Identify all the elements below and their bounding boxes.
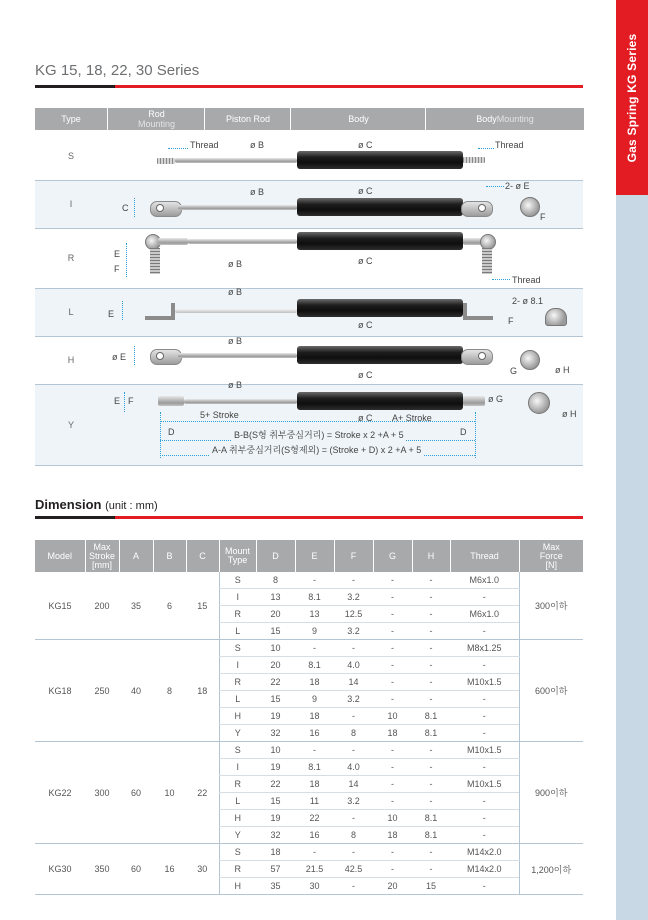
row-divider [35,228,583,229]
cell-thread: M10x1.5 [450,776,519,793]
cell-type: I [219,589,256,606]
cell-f: 4.0 [334,759,373,776]
cell-type: S [219,572,256,589]
cell-thread: M14x2.0 [450,844,519,861]
col-g: G [373,540,412,572]
col-h: H [412,540,450,572]
cell-g: - [373,776,412,793]
cell-g: - [373,844,412,861]
l-e-label: E [108,309,115,319]
i-eye-detail [520,197,540,217]
l-f-label: F [508,316,514,326]
cell-h: 8.1 [412,810,450,827]
cell-c: 30 [186,844,219,895]
cell-e: 13 [295,606,334,623]
cell-g: - [373,589,412,606]
col-f: F [334,540,373,572]
i-2-phi-e-label: 2- ø E [505,181,530,191]
cell-e: 8.1 [295,589,334,606]
cell-d: 22 [256,776,295,793]
y-piston-rod [184,399,297,404]
i-rod-eye-hole [156,204,164,212]
cell-thread: - [450,708,519,725]
cell-thread: - [450,725,519,742]
y-f-label: F [128,396,134,406]
cell-h: - [412,793,450,810]
r-f-label: F [114,264,120,274]
cell-thread: - [450,878,519,895]
l-bracket-detail [545,308,567,326]
y-d-label-right: D [460,427,467,437]
dimension-rule [35,516,115,519]
l-phi-b-label: ø B [228,287,243,297]
h-body [297,346,463,364]
cell-e: 18 [295,708,334,725]
cell-h: 8.1 [412,708,450,725]
cell-c: 18 [186,640,219,742]
dimension-title-text: Dimension [35,497,102,512]
body-header: Body [290,108,426,130]
cell-g: - [373,623,412,640]
h-rod-eye [150,349,182,365]
y-d-label-left: D [168,427,175,437]
cell-type: H [219,708,256,725]
title-rule [35,85,115,88]
y-aa-formula: A-A 취부중심거리(S형제외) = (Stroke + D) x 2 +A + 5 [212,445,422,455]
dimension-unit: (unit : mm) [105,500,158,512]
cell-d: 20 [256,606,295,623]
cell-h: 8.1 [412,725,450,742]
cell-d: 19 [256,759,295,776]
rod-mounting-header-line2: Mounting [137,119,176,129]
r-rod-socket [158,238,188,245]
h-e-dim [134,346,136,365]
i-body [297,198,463,216]
cell-type: R [219,674,256,691]
type-label-h: H [67,355,75,365]
cell-max-stroke: 200 [85,572,119,640]
row-divider [35,180,583,181]
row-divider [35,384,583,385]
type-header: Type [35,108,107,130]
cell-h: - [412,776,450,793]
cell-f: 8 [334,725,373,742]
cell-f: - [334,810,373,827]
r-phi-c-label: ø C [358,256,373,266]
cell-h: - [412,623,450,640]
table-row [35,742,583,759]
y-body [297,392,463,410]
cell-g: 18 [373,827,412,844]
r-rod-stud [150,248,160,274]
y-stroke-left-dim [160,421,298,423]
col-c: C [186,540,219,572]
cell-f: 12.5 [334,606,373,623]
i-c-label: C [122,203,129,213]
table-row [35,844,583,861]
cell-max-force: 300이하 [519,572,583,640]
i-rod-eye [150,201,182,217]
dimension-title [35,497,158,512]
cell-e: 8.1 [295,657,334,674]
cell-type: L [219,793,256,810]
cell-g: 20 [373,878,412,895]
cell-f: 3.2 [334,589,373,606]
cell-type: L [219,691,256,708]
l-2-phi-81-label: 2- ø 8.1 [512,296,544,306]
cell-h: - [412,861,450,878]
cell-e: 30 [295,878,334,895]
cell-f: - [334,640,373,657]
y-stroke-right-label: A+ Stroke [392,413,432,423]
cell-f: 8 [334,827,373,844]
i-c-dim [134,198,136,217]
row-divider [35,288,583,289]
col-max-stroke-l3: [mm] [92,559,112,570]
cell-h: - [412,657,450,674]
cell-f: - [334,742,373,759]
h-body-eye-hole [478,352,486,360]
h-piston-rod [178,353,297,358]
s-body [297,151,463,169]
r-ef-dim [126,243,128,277]
y-right-ext [475,412,477,458]
cell-thread: - [450,657,519,674]
dimension-header-row [35,540,583,572]
cell-h: - [412,640,450,657]
cell-type: R [219,606,256,623]
col-mount-type-l2: Type [227,555,248,565]
s-rod-thread [157,158,175,164]
cell-max-force: 900이하 [519,742,583,844]
cell-d: 32 [256,827,295,844]
cell-d: 32 [256,725,295,742]
cell-d: 10 [256,640,295,657]
l-body [297,299,463,317]
cell-e: 22 [295,810,334,827]
i-phi-b-label: ø B [250,187,265,197]
cell-e: - [295,572,334,589]
cell-max-force: 600이하 [519,640,583,742]
y-stroke-right-dim [298,421,475,423]
cell-thread: - [450,623,519,640]
y-phi-h-label: ø H [562,409,577,419]
cell-b: 8 [153,640,186,742]
r-phi-b-label: ø B [228,259,243,269]
cell-model: KG22 [35,742,85,844]
cell-thread: M10x1.5 [450,674,519,691]
cell-h: - [412,759,450,776]
cell-f: 3.2 [334,793,373,810]
cell-e: 16 [295,725,334,742]
cell-h: - [412,572,450,589]
cell-b: 10 [153,742,186,844]
l-piston-rod [175,309,297,313]
cell-h: 15 [412,878,450,895]
col-mount-type [219,540,256,572]
type-label-l: L [68,307,74,317]
cell-e: - [295,742,334,759]
piston-rod-header: Piston Rod [204,108,291,130]
cell-h: - [412,674,450,691]
cell-f: 4.0 [334,657,373,674]
cell-d: 8 [256,572,295,589]
cell-type: R [219,776,256,793]
side-tab-gray [616,195,648,920]
i-leader [486,186,504,188]
y-stroke-left-label: 5+ Stroke [200,410,239,420]
cell-f: 14 [334,674,373,691]
h-phi-c-label: ø C [358,370,373,380]
s-body-thread [463,157,485,163]
l-phi-c-label: ø C [358,320,373,330]
cell-h: - [412,589,450,606]
col-d: D [256,540,295,572]
body-mounting-header-line1: Body [476,114,497,124]
cell-f: 3.2 [334,623,373,640]
r-piston-rod [188,239,297,244]
row-divider [35,465,583,466]
cell-g: 18 [373,725,412,742]
cell-thread: - [450,691,519,708]
cell-e: 9 [295,691,334,708]
s-phi-b-label: ø B [250,140,265,150]
cell-e: 11 [295,793,334,810]
table-row [35,572,583,589]
cell-f: - [334,708,373,725]
rod-mounting-header [107,108,205,130]
title-rule-accent [115,85,583,88]
l-e-dim [122,301,124,320]
cell-g: - [373,572,412,589]
cell-g: - [373,640,412,657]
cell-thread: - [450,589,519,606]
y-body-clevis [463,396,485,406]
cell-d: 15 [256,793,295,810]
cell-thread: - [450,810,519,827]
cell-thread: M14x2.0 [450,861,519,878]
cell-a: 40 [119,640,153,742]
type-label-s: S [67,151,74,161]
cell-type: S [219,640,256,657]
y-bb-formula: B-B(S형 취부중심거리) = Stroke x 2 +A + 5 [234,430,404,440]
h-phi-e-label: ø E [112,352,127,362]
cell-g: - [373,606,412,623]
cell-thread: M6x1.0 [450,606,519,623]
y-phi-b-label: ø B [228,380,243,390]
col-b: B [153,540,186,572]
h-body-eye [461,349,493,365]
cell-d: 18 [256,844,295,861]
cell-max-stroke: 350 [85,844,119,895]
cell-e: 18 [295,674,334,691]
cell-d: 22 [256,674,295,691]
cell-d: 15 [256,623,295,640]
s-thread-label: Thread [190,140,219,150]
cell-d: 20 [256,657,295,674]
cell-max-stroke: 250 [85,640,119,742]
s-piston-rod [175,158,297,163]
cell-type: H [219,878,256,895]
cell-model: KG15 [35,572,85,640]
cell-type: I [219,759,256,776]
cell-b: 6 [153,572,186,640]
cell-g: - [373,793,412,810]
cell-h: 8.1 [412,827,450,844]
cell-g: - [373,742,412,759]
cell-type: I [219,657,256,674]
cell-f: 14 [334,776,373,793]
s-leader-right [478,148,494,150]
col-max-stroke-l2: Stroke [88,550,115,561]
table-row [35,640,583,657]
body-mounting-header [425,108,584,130]
cell-d: 19 [256,708,295,725]
r-thread-label: Thread [512,275,541,285]
series-title: KG 15, 18, 22, 30 Series [35,62,200,79]
r-body [297,232,463,250]
r-body-stud [482,248,492,274]
col-a: A [119,540,153,572]
cell-e: 9 [295,623,334,640]
cell-type: H [219,810,256,827]
r-leader [492,279,510,281]
cell-a: 60 [119,742,153,844]
cell-h: - [412,844,450,861]
cell-d: 15 [256,691,295,708]
col-model: Model [35,540,85,572]
cell-f: 42.5 [334,861,373,878]
cell-e: - [295,844,334,861]
type-label-r: R [67,253,75,263]
cell-h: - [412,691,450,708]
cell-a: 35 [119,572,153,640]
cell-type: L [219,623,256,640]
l-body-bracket-foot [463,316,493,320]
cell-type: S [219,742,256,759]
cell-thread: M6x1.0 [450,572,519,589]
cell-g: - [373,691,412,708]
cell-h: - [412,742,450,759]
cell-model: KG18 [35,640,85,742]
cell-type: R [219,861,256,878]
s-thread-label-right: Thread [495,140,524,150]
col-max-force-l1: Max [542,541,560,552]
cell-d: 19 [256,810,295,827]
cell-f: - [334,572,373,589]
cell-d: 10 [256,742,295,759]
col-thread: Thread [450,540,519,572]
rod-mounting-header-line1: Rod [148,109,165,119]
cell-f: 3.2 [334,691,373,708]
cell-e: - [295,640,334,657]
s-phi-c-label: ø C [358,140,373,150]
row-divider [35,336,583,337]
y-e-dim [124,392,126,412]
cell-thread: M8x1.25 [450,640,519,657]
cell-thread: - [450,793,519,810]
i-body-eye [461,201,493,217]
cell-thread: - [450,759,519,776]
cell-type: Y [219,725,256,742]
cell-e: 8.1 [295,759,334,776]
col-e: E [295,540,334,572]
i-piston-rod [178,205,297,210]
cell-g: - [373,674,412,691]
col-max-force-l3: [N] [545,559,557,570]
cell-g: - [373,759,412,776]
type-label-i: I [69,199,73,209]
y-left-ext [160,412,162,458]
type-label-y: Y [67,420,74,430]
cell-model: KG30 [35,844,85,895]
dimension-table [35,540,583,895]
cell-d: 13 [256,589,295,606]
r-e-label: E [114,249,121,259]
h-eye-detail [520,350,540,370]
dimension-table-body [35,572,583,895]
h-rod-eye-hole [156,352,164,360]
cell-c: 15 [186,572,219,640]
cell-thread: M10x1.5 [450,742,519,759]
cell-max-force: 1,200이하 [519,844,583,895]
h-g-label: G [510,366,518,376]
h-phi-h-label: ø H [555,365,570,375]
cell-d: 57 [256,861,295,878]
cell-type: Y [219,827,256,844]
cell-type: S [219,844,256,861]
cell-b: 16 [153,844,186,895]
cell-f: - [334,878,373,895]
cell-thread: - [450,827,519,844]
i-phi-c-label: ø C [358,186,373,196]
col-max-force [519,540,583,572]
cell-g: 10 [373,708,412,725]
body-mounting-header-line2: Mounting [496,114,534,124]
cell-e: 18 [295,776,334,793]
col-max-stroke-l1: Max [93,541,111,552]
cell-h: - [412,606,450,623]
cell-max-stroke: 300 [85,742,119,844]
side-tab-label: Gas Spring KG Series [625,33,639,163]
y-clevis-detail [528,392,550,414]
cell-c: 22 [186,742,219,844]
cell-e: 21.5 [295,861,334,878]
y-phi-c-label: ø C [358,413,373,423]
cell-e: 16 [295,827,334,844]
s-leader [168,148,188,150]
cell-f: - [334,844,373,861]
y-phi-g-label: ø G [488,394,503,404]
cell-g: - [373,657,412,674]
col-mount-type-l1: Mount [224,546,250,556]
cell-d: 35 [256,878,295,895]
cell-g: - [373,861,412,878]
y-e-label: E [114,396,121,406]
dimension-rule-accent [115,516,583,519]
col-max-stroke [85,540,119,572]
i-f-label: F [540,212,546,222]
col-max-force-l2: Force [539,550,563,561]
i-body-eye-hole [478,204,486,212]
h-phi-b-label: ø B [228,336,243,346]
y-rod-clevis [158,396,184,406]
cell-a: 60 [119,844,153,895]
cell-g: 10 [373,810,412,827]
